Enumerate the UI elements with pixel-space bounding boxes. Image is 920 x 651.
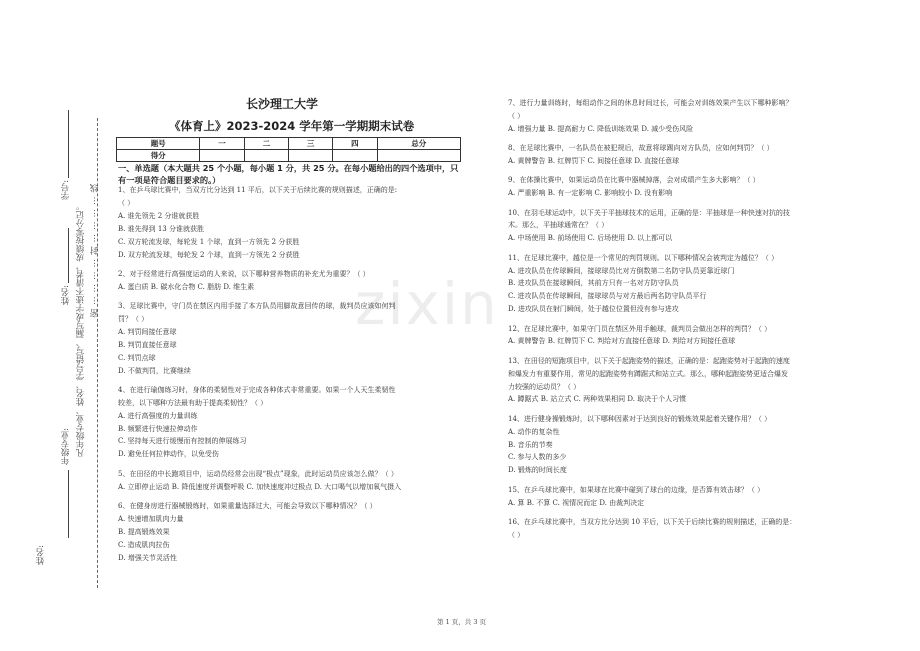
answer-option: D. 不做判罚，比赛继续	[118, 366, 191, 375]
question-stem: 12、在足球比赛中，如果守门员在禁区外用手触球，裁判员会做出怎样的判罚？（ ）	[508, 324, 772, 333]
seal-text: 密⋯⋯⋯⋯封⋯⋯⋯⋯线	[90, 180, 100, 318]
student-id-label: 学号:	[61, 180, 71, 200]
score-cell	[377, 150, 460, 162]
question-block	[508, 174, 848, 206]
question-stem: 较差，以下哪种方法最有助于提高柔韧性？（ ）	[118, 398, 268, 407]
score-cell	[333, 150, 377, 162]
question-stem: 3、足球比赛中，守门员在禁区内用手接了本方队员用脚故意回传的球，裁判员应该如何判	[118, 302, 396, 311]
answer-option: D. 进攻队员在射门瞬间，处于越位位置但没有参与进攻	[508, 305, 679, 314]
left-question-column	[118, 184, 470, 571]
answer-option: B. 进攻队员在接球瞬间，其前方只有一名对方防守队员	[508, 279, 679, 288]
question-stem: 11、在足球比赛中，越位是一个常见的判罚规则。以下哪种情况会被判定为越位？（ ）	[508, 253, 779, 262]
question-stem: （ ）	[118, 198, 135, 207]
section-heading: 一、单选题（本大题共 25 个小题，每小题 1 分，共 25 分。在每小题给出的四个选项中，只有一项是符合题目要求的。）	[118, 163, 459, 185]
answer-option: A. 算 B. 不算 C. 视情况而定 D. 由裁判决定	[508, 498, 645, 507]
school-name: 长沙理工大学	[246, 97, 319, 111]
answer-option: D. 锻炼的时间长度	[508, 466, 567, 475]
score-cell	[244, 150, 288, 162]
question-stem: 14、进行健身操锻炼时，以下哪种因素对于达到良好的锻炼效果起着关键作用？（ ）	[508, 414, 772, 423]
answer-option: C. 判罚点球	[118, 353, 156, 362]
score-cell	[200, 150, 244, 162]
question-stem: 力较强的运动员？（ ）	[508, 382, 581, 391]
answer-option: A. 蛋白质 B. 碳水化合物 C. 脂肪 D. 维生素	[118, 282, 255, 291]
question-stem: 4、在进行瑜伽练习时，身体的柔韧性对于完成各种体式非常重要。如果一个人天生柔韧性	[118, 385, 396, 394]
exam-title: 《体育上》2023-2024 学年第一学期期末试卷	[169, 119, 415, 133]
answer-option: A. 黄牌警告 B. 红牌罚下 C. 间接任意球 D. 直接任意球	[508, 157, 680, 166]
answer-option: B. 谁先得到 13 分谁就获胜	[118, 224, 204, 233]
answer-option: D. 双方轮流发球，每轮发 2 个球，直到一方领先 2 分获胜	[118, 250, 300, 259]
question-block	[508, 516, 848, 548]
question-block	[508, 413, 848, 484]
question-block	[118, 500, 470, 571]
answer-option: C. 进攻队员在传球瞬间，接球球员与对方最后两名防守队员平行	[508, 292, 707, 301]
answer-option: A. 谁先领先 2 分谁就获胜	[118, 211, 200, 220]
question-stem: 罚？（ ）	[118, 314, 149, 323]
answer-option: B. 提高锻炼效果	[118, 527, 170, 536]
answer-option: A. 快速增加肌肉力量	[118, 514, 184, 523]
question-block	[508, 484, 848, 516]
score-cell: 一	[200, 138, 244, 150]
question-stem: 5、在田径的中长跑项目中，运动员经常会出现“极点”现象，此时运动员应该怎么做？（ ）	[118, 469, 398, 478]
score-cell: 得分	[117, 150, 200, 162]
answer-option: A. 严重影响 B. 有一定影响 C. 影响较小 D. 没有影响	[508, 189, 673, 198]
answer-option: C. 坚持每天进行缓慢而有控制的伸展练习	[118, 437, 247, 446]
answer-option: C. 造成肌肉拉伤	[118, 540, 170, 549]
name-line	[68, 228, 69, 283]
score-table-score-row	[117, 150, 461, 162]
question-block	[118, 468, 470, 500]
question-stem: 和爆发力有重要作用，常见的起跑姿势有蹲踞式和站立式。那么，哪种起跑姿势更适合爆发	[508, 369, 788, 378]
binding-notice: 凡年级专业、姓名、学号错写、漏写或字迹不清者，成绩按零分记。	[76, 202, 86, 457]
question-block	[118, 300, 470, 384]
answer-option: C. 参与人数的多少	[508, 453, 567, 462]
answer-option: B. 频繁进行快速拉伸动作	[118, 424, 198, 433]
question-block	[118, 184, 470, 268]
answer-option: A. 增强力量 B. 提高耐力 C. 降低训练效果 D. 减少受伤风险	[508, 124, 694, 133]
name-label-2: 姓名:	[36, 545, 46, 565]
question-block	[508, 207, 848, 252]
answer-option: A. 中场使用 B. 前场使用 C. 后场使用 D. 以上都可以	[508, 234, 673, 243]
score-cell: 题号	[117, 138, 200, 150]
question-stem: （ ）	[508, 111, 525, 120]
watermark: zixin	[355, 270, 499, 338]
answer-option: C. 双方轮流发球，每轮发 1 个球，直到一方领先 2 分获胜	[118, 237, 300, 246]
answer-option: B. 判罚直接任意球	[118, 340, 177, 349]
question-stem: 术。那么，平抽球通常在？（ ）	[508, 221, 609, 230]
score-cell: 总分	[377, 138, 460, 150]
question-stem: 9、在体操比赛中，如果运动员在比赛中器械掉落，会对成绩产生多大影响？（ ）	[508, 176, 760, 185]
question-block	[508, 323, 848, 355]
question-block	[508, 142, 848, 174]
question-stem: 13、在田径的短跑项目中，以下关于起跑姿势的描述，正确的是：起跑姿势对于起跑的速度	[508, 356, 790, 365]
answer-option: A. 蹲踞式 B. 站立式 C. 两种效果相同 D. 取决于个人习惯	[508, 395, 687, 404]
answer-option: A. 进行高强度的力量训练	[118, 411, 198, 420]
question-stem: 2、对于经常进行高强度运动的人来说，以下哪种营养物质的补充尤为重要？（ ）	[118, 269, 370, 278]
answer-option: D. 增强关节灵活性	[118, 553, 177, 562]
score-cell: 三	[288, 138, 332, 150]
question-block	[118, 384, 470, 468]
question-stem: 7、进行力量训练时，每组动作之间的休息时间过长，可能会对训练效果产生以下哪种影响？	[508, 99, 793, 107]
major-line	[68, 470, 69, 538]
question-block	[508, 252, 848, 323]
score-cell	[288, 150, 332, 162]
answer-option: A. 进攻队员在传球瞬间，接球球员比对方倒数第二名防守队员更靠近球门	[508, 266, 735, 275]
answer-option: A. 立即停止运动 B. 降低速度并调整呼吸 C. 加快速度冲过极点 D. 大口喝气以增加氧气摄入	[118, 482, 402, 491]
question-block	[508, 355, 848, 413]
question-block	[118, 268, 470, 300]
answer-option: D. 避免任何拉伸动作，以免受伤	[118, 450, 219, 459]
question-stem: 10、在羽毛球运动中，以下关于平抽球技术的运用，正确的是：平抽球是一种快速对抗的技	[508, 208, 790, 217]
question-stem: 1、在乒乓球比赛中，当双方比分达到 11 平后，以下关于后续比赛的规则描述，正确的是:	[118, 186, 398, 194]
page-footer: 第 1 页，共 3 页	[437, 618, 487, 626]
answer-option: A. 动作的复杂性	[508, 427, 560, 436]
question-stem: 15、在乒乓球比赛中，如果球在比赛中碰到了球台的边缘，是否算有效击球？（ ）	[508, 485, 765, 494]
name-label: 姓名:	[61, 285, 71, 305]
question-stem: 8、在足球比赛中，一名队员在被犯规后，故意将球踢向对方队员，应如何判罚？（ ）	[508, 144, 774, 153]
question-block	[508, 97, 848, 142]
score-table	[116, 137, 461, 162]
score-table-header-row	[117, 138, 461, 150]
question-stem: 6、在健身房进行器械锻炼时，如果重量选择过大，可能会导致以下哪种情况？（ ）	[118, 501, 377, 510]
answer-option: B. 音乐的节奏	[508, 440, 553, 449]
answer-option: A. 黄牌警告 B. 红牌罚下 C. 判给对方直接任意球 D. 判给对方间接任意球	[508, 337, 736, 346]
answer-option: A. 判罚间接任意球	[118, 327, 177, 336]
major-label: 年级专业:	[61, 428, 71, 465]
right-question-column	[508, 97, 848, 548]
question-stem: 16、在乒乓球比赛中，当双方比分达到 10 平后，以下关于后续比赛的规则描述，正确的是：	[508, 517, 797, 526]
score-cell: 四	[333, 138, 377, 150]
score-cell: 二	[244, 138, 288, 150]
student-id-line	[68, 110, 69, 178]
question-stem: （ ）	[508, 530, 525, 539]
